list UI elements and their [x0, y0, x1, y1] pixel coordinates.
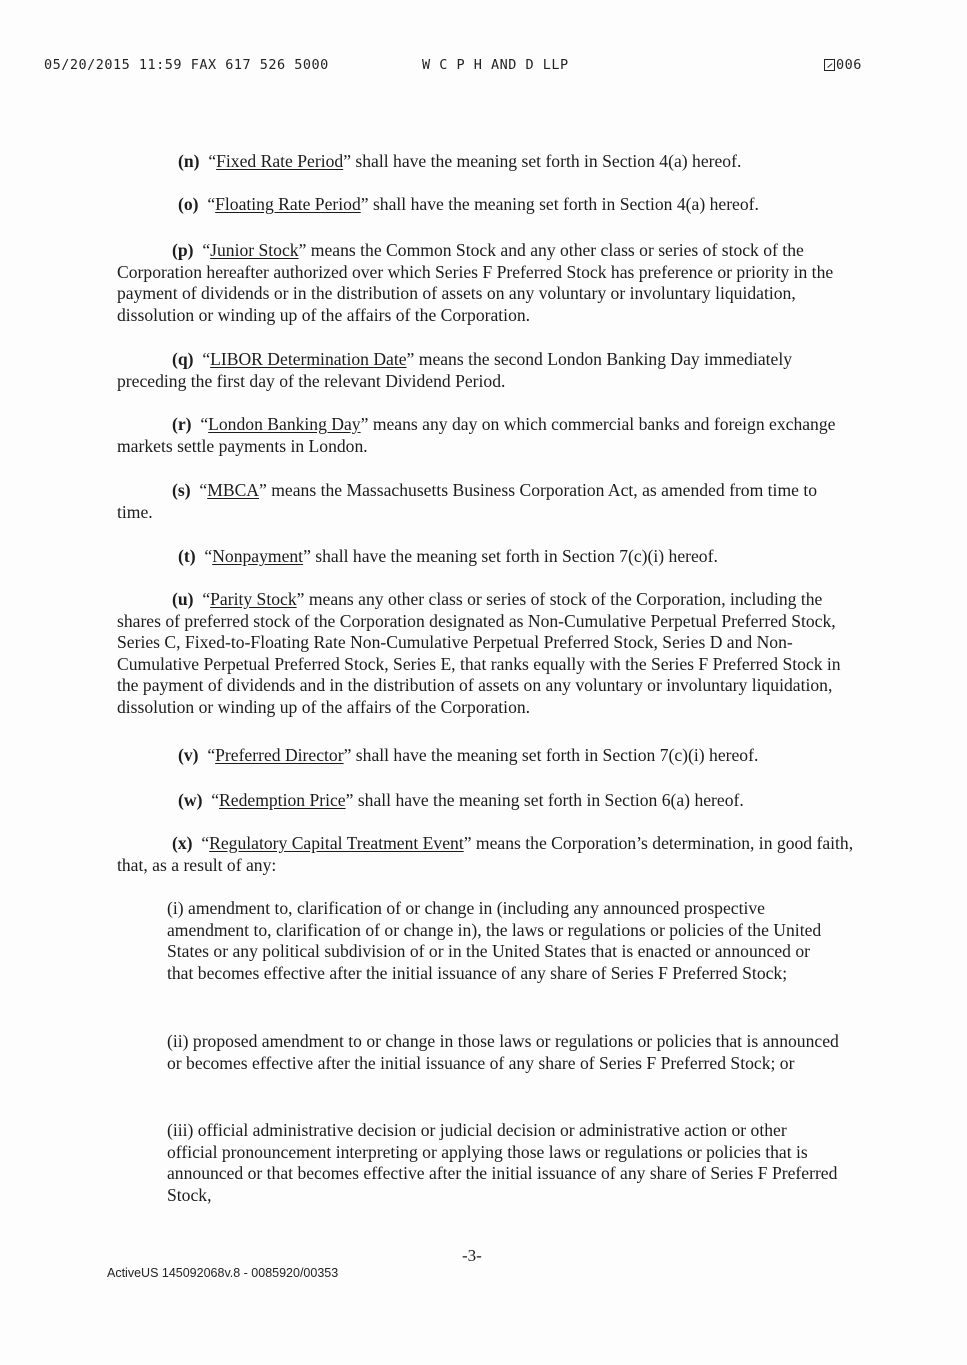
sub-item-ii: (ii) proposed amendment to or change in those laws or regulations or policies that is announced or becomes effective after the initial issuance of any share of Series F Preferred Stock; or [167, 1031, 839, 1073]
fax-datetime-number: 05/20/2015 11:59 FAX 617 526 5000 [44, 57, 329, 73]
defined-term: Regulatory Capital Treatment Event [209, 833, 464, 853]
definition-o: (o) “Floating Rate Period” shall have the meaning set forth in Section 4(a) hereof. [178, 194, 759, 214]
defined-term: MBCA [207, 480, 260, 500]
definition-s: (s) “MBCA” means the Massachusetts Business Corporation Act, as amended from time to time. [117, 480, 818, 522]
document-id: ActiveUS 145092068v.8 - 0085920/00353 [107, 1266, 339, 1280]
definition-x: (x) “Regulatory Capital Treatment Event” means the Corporation’s determination, in good faith, that, as a result of any: [117, 833, 854, 875]
definition-n: (n) “Fixed Rate Period” shall have the meaning set forth in Section 4(a) hereof. [178, 151, 742, 171]
fax-page-marker: 006 [824, 57, 862, 73]
page-number: -3- [462, 1246, 482, 1265]
definition-v: (v) “Preferred Director” shall have the meaning set forth in Section 7(c)(i) hereof. [178, 745, 759, 765]
defined-term: Junior Stock [210, 240, 299, 260]
fax-checkbox-icon [824, 59, 835, 71]
sub-item-iii: (iii) official administrative decision or judicial decision or administrative action or other official pronouncement interpreting or applying those laws or regulations or policies that is announced or that becomes effective after the initial issuance of any share of Series F Preferred Stock, [167, 1120, 838, 1205]
defined-term: London Banking Day [208, 414, 361, 434]
definition-u: (u) “Parity Stock” means any other class or series of stock of the Corporation, including the shares of preferred stock of the Corporation designated as Non-Cumulative Perpetual Preferred Stock, Series C, Fixed-to-Floating Rate Non-Cumulative Perpetual Preferred Stock, Series D and Non-Cumulative Perpetual Preferred Stock, Series E, that ranks equally with the Series F Preferred Stock in the payment of dividends and in the distribution of assets on any voluntary or involuntary liquidation, dissolution or winding up of the affairs of the Corporation. [117, 589, 841, 717]
definition-w: (w) “Redemption Price” shall have the meaning set forth in Section 6(a) hereof. [178, 790, 744, 810]
definition-q: (q) “LIBOR Determination Date” means the second London Banking Day immediately preceding the first day of the relevant Dividend Period. [117, 349, 793, 391]
defined-term: Fixed Rate Period [216, 151, 344, 171]
fax-firm-name: W C P H AND D LLP [422, 57, 569, 73]
defined-term: Redemption Price [219, 790, 346, 810]
defined-term: Parity Stock [210, 589, 297, 609]
fax-header [44, 57, 874, 77]
definition-t: (t) “Nonpayment” shall have the meaning set forth in Section 7(c)(i) hereof. [178, 546, 718, 566]
defined-term: Preferred Director [215, 745, 344, 765]
defined-term: Nonpayment [212, 546, 304, 566]
definition-r: (r) “London Banking Day” means any day on which commercial banks and foreign exchange markets settle payments in London. [117, 414, 836, 456]
definition-p: (p) “Junior Stock” means the Common Stock and any other class or series of stock of the Corporation hereafter authorized over which Series F Preferred Stock has preference or priority in the payment of dividends or in the distribution of assets on any voluntary or involuntary liquidation, dissolution or winding up of the affairs of the Corporation. [117, 240, 834, 325]
defined-term: Floating Rate Period [215, 194, 361, 214]
defined-term: LIBOR Determination Date [210, 349, 407, 369]
sub-item-i: (i) amendment to, clarification of or change in (including any announced prospective amendment to, clarification of or change in), the laws or regulations or policies of the United States or any political subdivision of or in the United States that is enacted or announced or that becomes effective after the initial issuance of any share of Series F Preferred Stock; [167, 898, 822, 983]
